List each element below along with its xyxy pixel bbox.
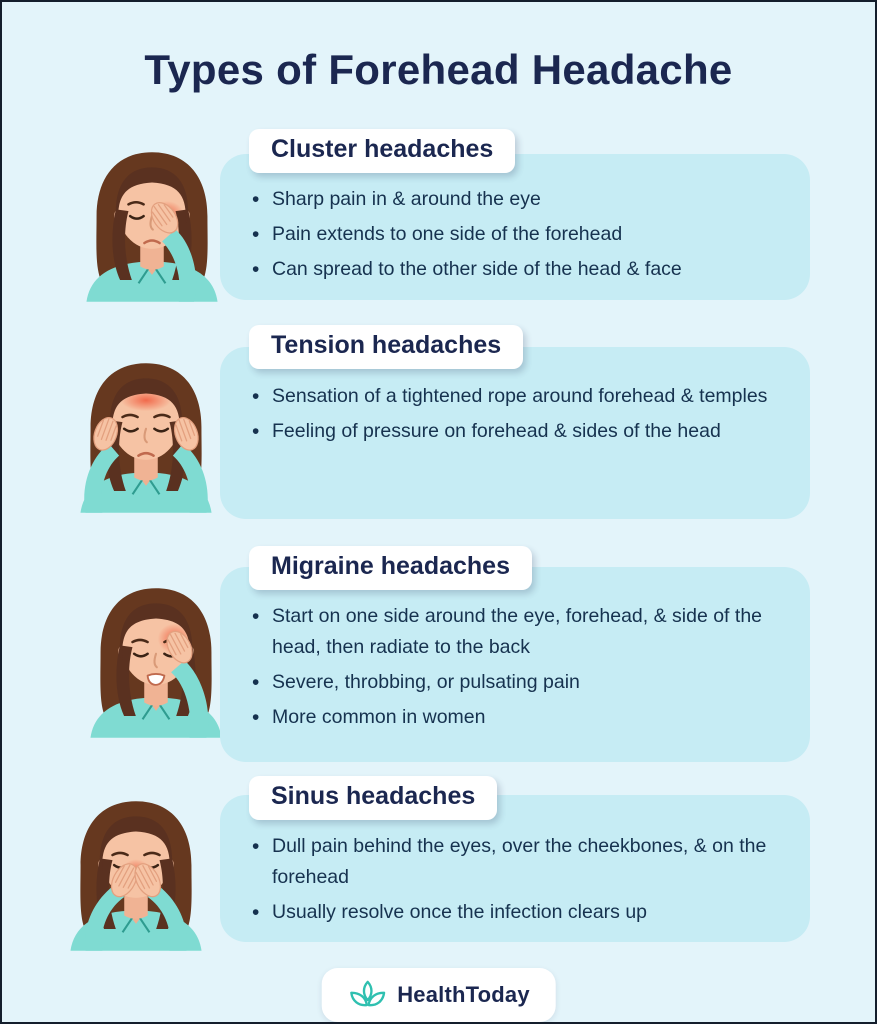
section-card-cluster <box>220 154 810 300</box>
woman-hands-on-temples-illustration <box>62 352 230 514</box>
woman-hands-covering-nose-illustration <box>52 790 220 952</box>
section-header-cluster: Cluster headaches <box>249 129 515 173</box>
brand-name: HealthToday <box>397 982 530 1007</box>
bullet-item: • Can spread to the other side of the head & face <box>248 254 780 285</box>
section-card-migraine <box>220 567 810 762</box>
woman-hand-on-temple-illustration <box>72 577 240 739</box>
section-card-tension <box>220 347 810 519</box>
bullet-item: • Severe, throbbing, or pulsating pain <box>248 667 780 698</box>
lotus-icon <box>347 979 387 1012</box>
bullet-list <box>248 831 780 928</box>
page-title: Types of Forehead Headache <box>144 46 733 93</box>
bullet-item: • More common in women <box>248 702 780 733</box>
section-header-tension: Tension headaches <box>249 325 523 369</box>
bullet-item: • Sharp pain in & around the eye <box>248 184 780 215</box>
bullet-item: • Feeling of pressure on forehead & sides of the head <box>248 416 780 447</box>
bullet-list <box>248 184 780 285</box>
section-header-migraine: Migraine headaches <box>249 546 532 590</box>
bullet-list <box>248 601 780 733</box>
bullet-item: • Pain extends to one side of the forehead <box>248 219 780 250</box>
bullet-item: • Usually resolve once the infection clears up <box>248 897 780 928</box>
brand-pill <box>321 968 556 1022</box>
section-header-sinus: Sinus headaches <box>249 776 497 820</box>
bullet-list <box>248 381 780 447</box>
woman-hand-over-eye-illustration <box>68 141 236 303</box>
bullet-item: • Sensation of a tightened rope around forehead & temples <box>248 381 780 412</box>
bullet-item: • Start on one side around the eye, forehead, & side of the head, then radiate to the back <box>248 601 780 663</box>
bullet-item: • Dull pain behind the eyes, over the cheekbones, & on the forehead <box>248 831 780 893</box>
